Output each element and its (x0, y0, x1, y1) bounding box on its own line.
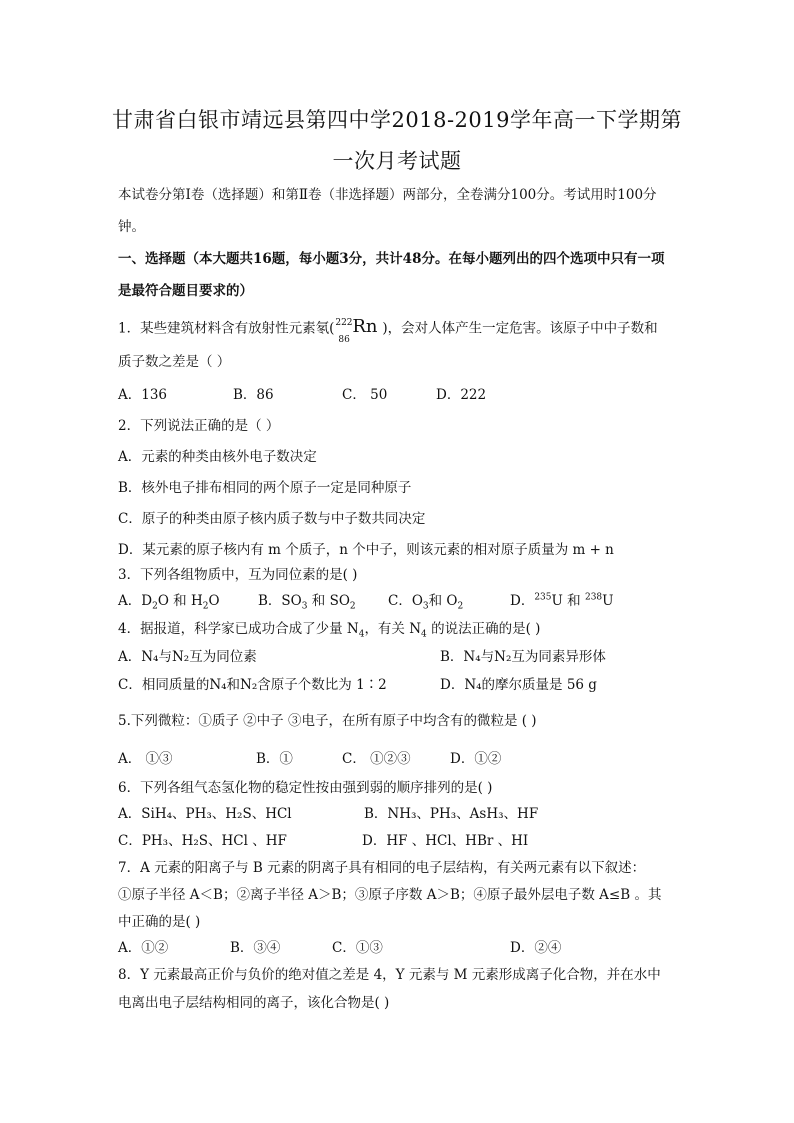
q6-option-a: A．SiH₄、PH₃、H₂S、HCl (118, 806, 292, 822)
radon-nuclide-symbol (335, 316, 381, 345)
q1-option-a: A．136 (118, 387, 168, 403)
question-8-stem-line-1: 8．Y 元素最高正价与负价的绝对值之差是 4，Y 元素与 M 元素形成离子化合物，并在水中 (118, 967, 661, 983)
q3-option-c (388, 592, 463, 610)
q3a-end: O (208, 593, 220, 609)
q3d-sup-1: 235 (534, 592, 552, 603)
q4-option-d: D．N₄的摩尔质量是 56 g (440, 677, 597, 693)
q7-option-c: C．①③ (332, 940, 383, 956)
q4-stem-pre: 4．据报道，科学家已成功合成了少量 N (118, 621, 359, 637)
exam-title-line-2: 一次月考试题 (332, 149, 462, 173)
q1-text-after: )，会对人体产生一定危害。该原子中中子数和 (382, 320, 658, 337)
q3a-part: A．D (118, 593, 153, 609)
q5-option-d: D．①② (450, 751, 502, 767)
q3b-sub-2: 2 (349, 601, 356, 612)
q2-option-b: B．核外电子排布相同的两个原子一定是同种原子 (118, 480, 412, 496)
q5-option-c: C． ①②③ (342, 751, 411, 767)
q2-option-d: D．某元素的原子核内有 m 个质子，n 个中子，则该元素的相对原子质量为 m + n (118, 542, 614, 558)
q6-option-b: B．NH₃、PH₃、AsH₃、HF (364, 806, 539, 822)
q3d-end: U (602, 593, 614, 609)
q4-stem-mid: ，有关 N (364, 621, 422, 637)
q1-option-b: B．86 (233, 387, 274, 403)
question-2-stem: 2．下列说法正确的是（ ） (118, 418, 280, 434)
q3c-sub-1: 3 (422, 601, 429, 612)
q2-option-a: A．元素的种类由核外电子数决定 (118, 449, 317, 465)
q3b-sub-1: 3 (301, 601, 308, 612)
question-3-stem: 3．下列各组物质中，互为同位素的是( ) (118, 567, 358, 583)
question-1-stem (118, 316, 688, 345)
q3d-part: D． (510, 593, 535, 609)
question-1-stem-line-2: 质子数之差是（ ） (118, 354, 231, 370)
q7-option-b: B．③④ (230, 940, 281, 956)
question-6-stem: 6．下列各组气态氢化物的稳定性按由强到弱的顺序排列的是( ) (118, 780, 493, 796)
question-7-stem-line-3: 中正确的是( ) (118, 914, 201, 930)
mass-number: 222 (335, 318, 353, 328)
section-heading-line-2: 是最符合题目要求的） (118, 283, 253, 299)
question-5-stem: 5.下列微粒：①质子 ②中子 ③电子，在所有原子中均含有的微粒是 ( ) (118, 713, 537, 729)
question-8-stem-line-2: 电离出电子层结构相同的离子，该化合物是( ) (118, 995, 390, 1011)
q3b-part: B．SO (258, 593, 302, 609)
intro-line-1: 本试卷分第Ⅰ卷（选择题）和第Ⅱ卷（非选择题）两部分，全卷满分100分。考试用时100分 (118, 187, 657, 203)
q3a-sub-2: 2 (202, 601, 209, 612)
q5-option-a: A． ①③ (118, 751, 173, 767)
q3-option-d (510, 592, 614, 610)
q3b-mid: 和 SO (307, 593, 350, 609)
element-symbol: Rn (352, 316, 378, 337)
q1-option-d: D．222 (436, 387, 487, 403)
q3c-mid: 和 O (428, 593, 458, 609)
q5-option-b: B．① (256, 751, 293, 767)
q3d-mid: U 和 (551, 593, 585, 609)
q3c-sub-2: 2 (457, 601, 464, 612)
q4-option-b: B．N₄与N₂互为同素异形体 (440, 649, 606, 665)
q3d-sup-2: 238 (584, 592, 603, 603)
q6-option-d: D．HF 、HCl、HBr 、HI (362, 833, 529, 849)
q1-text-before: 1．某些建筑材料含有放射性元素氡( (118, 320, 335, 337)
q6-option-c: C．PH₃、H₂S、HCl 、HF (118, 833, 287, 849)
question-7-stem-line-2: ①原子半径 A＜B；②离子半径 A＞B；③原子序数 A＞B；④原子最外层电子数 A≤B 。其 (118, 887, 662, 903)
q4-stem-sub-2: 4 (421, 629, 427, 640)
q1-option-c: C． 50 (342, 387, 388, 403)
q3-option-b (258, 592, 356, 610)
q2-option-c: C．原子的种类由原子核内质子数与中子数共同决定 (118, 511, 426, 527)
q7-option-d: D．②④ (510, 940, 562, 956)
question-7-stem-line-1: 7．A 元素的阳离子与 B 元素的阴离子具有相同的电子层结构，有关两元素有以下叙述： (118, 860, 646, 876)
q7-option-a: A．①② (118, 940, 169, 956)
q3-option-a (118, 592, 220, 610)
q3a-mid: O 和 H (157, 593, 203, 609)
intro-line-2: 钟。 (118, 219, 145, 235)
q4-option-a: A．N₄与N₂互为同位素 (118, 649, 257, 665)
atomic-number: 86 (338, 335, 350, 345)
q4-stem-post: 的说法正确的是( ) (426, 621, 541, 637)
q3c-part: C．O (388, 593, 423, 609)
q4-option-c: C．相同质量的N₄和N₂含原子个数比为 1∶2 (118, 677, 387, 693)
question-4-stem (118, 620, 688, 638)
exam-title-line-1: 甘肃省白银市靖远县第四中学2018-2019学年高一下学期第 (112, 108, 682, 132)
q3a-sub-1: 2 (152, 601, 158, 612)
q4-stem-sub: 4 (358, 629, 365, 640)
section-heading-line-1: 一、选择题（本大题共16题，每小题3分，共计48分。在每小题列出的四个选项中只有一项 (118, 251, 665, 267)
